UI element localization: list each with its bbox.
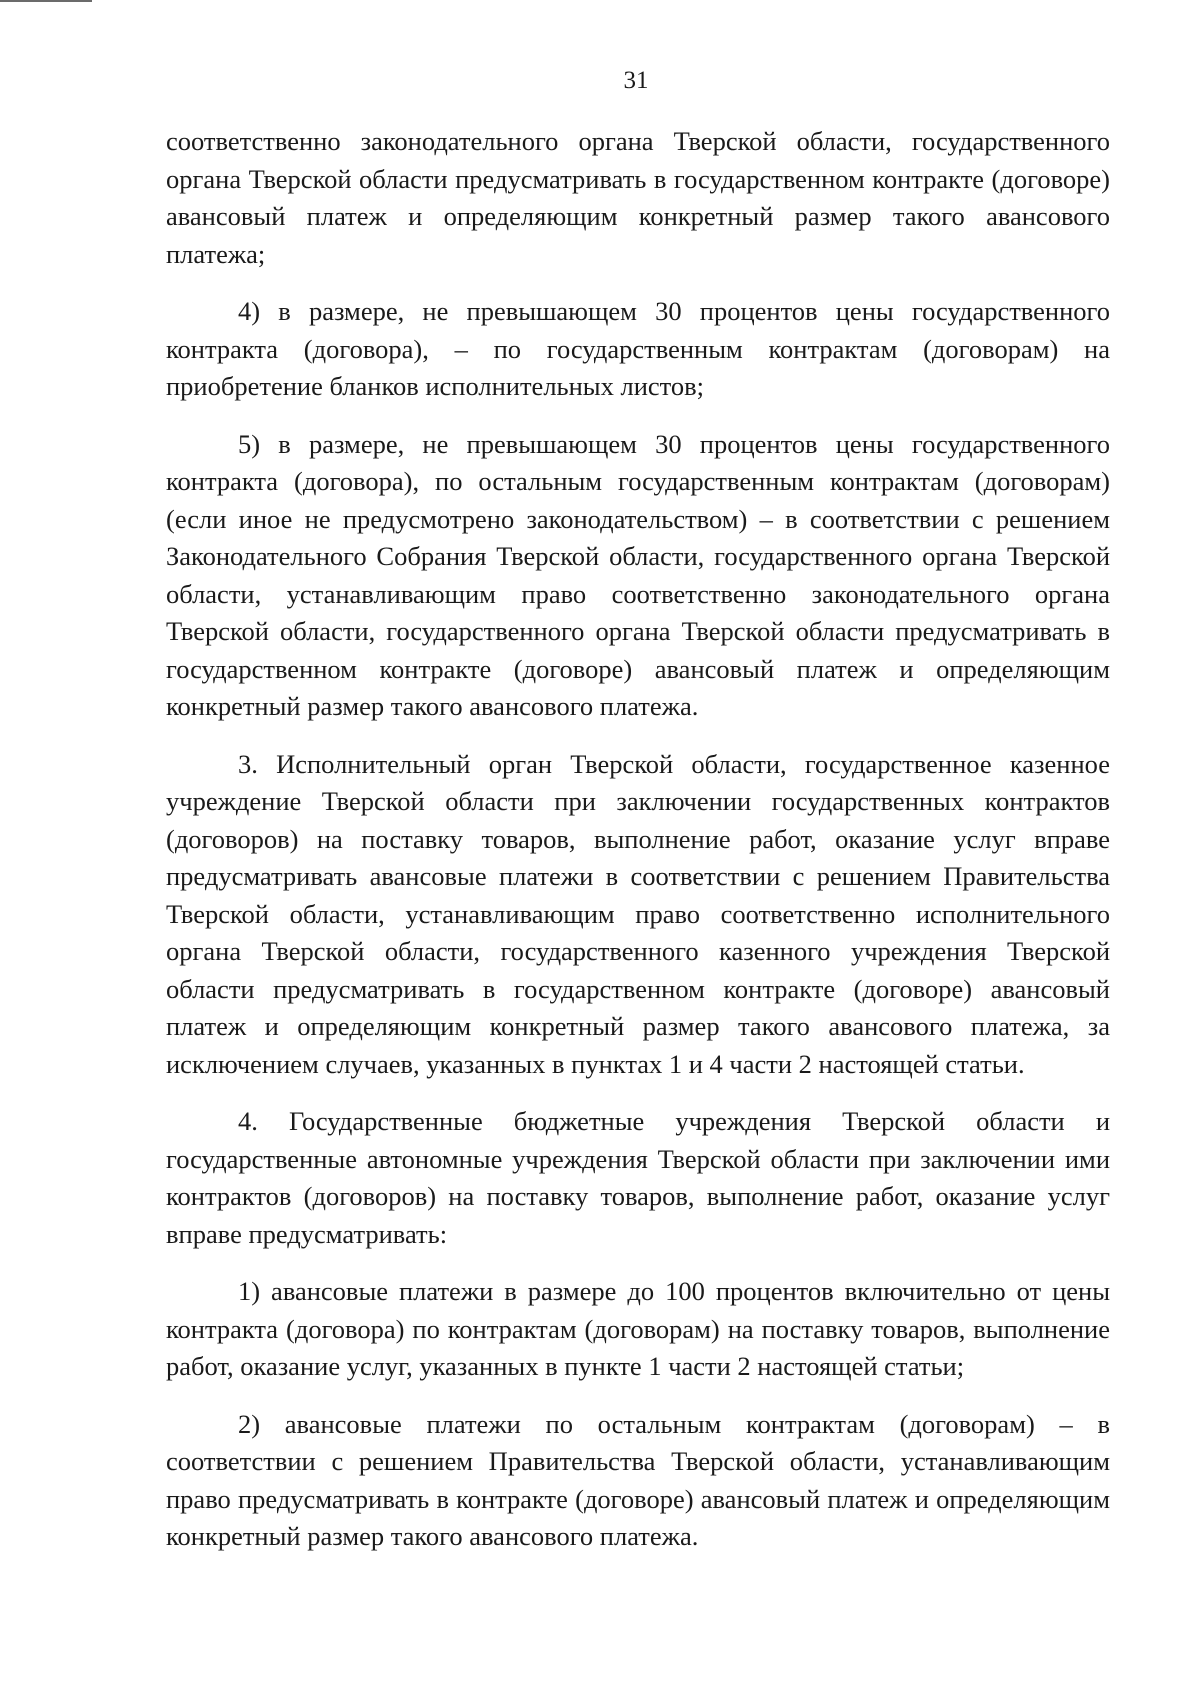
paragraph-subitem-2: 2) авансовые платежи по остальным контрактам (договорам) – в соответствии с решением Правительства Тверской области, устанавливающим право предусматривать в контракте (договоре) авансовый платеж и определяющим конкретный размер такого авансового платежа.	[166, 1408, 1110, 1551]
paragraph-section-4: 4. Государственные бюджетные учреждения Тверской области и государственные автономные учреждения Тверской области при заключении ими контрактов (договоров) на поставку товаров, выполнение работ, оказание услуг вправе предусматривать:	[166, 1106, 1110, 1249]
paragraph-item-5: 5) в размере, не превышающем 30 процентов цены государственного контракта (договора), по остальным государственным контрактам (договорам) (если иное не предусмотрено законодательством) – в соответствии с решением Законодательного Собрания Тверской области, государственного органа Тверской области, устанавливающим право соответственно законодательного органа Тверской области, государственного органа Тверской области предусматривать в государственном контракте (договоре) авансовый платеж и определяющим конкретный размер такого авансового платежа.	[166, 428, 1110, 721]
paragraph-item-4: 4) в размере, не превышающем 30 процентов цены государственного контракта (договора), – по государственным контрактам (договорам) на приобретение бланков исполнительных листов;	[166, 296, 1110, 401]
document-body	[166, 123, 1110, 1576]
scan-border-line	[0, 0, 92, 2]
paragraph-continued: соответственно законодательного органа Тверской области, государственного органа Тверской области предусматривать в государственном контракте (договоре) авансовый платеж и определяющим конкретный размер такого авансового платежа;	[166, 126, 1110, 269]
paragraph-section-3: 3. Исполнительный орган Тверской области, государственное казенное учреждение Тверской области при заключении государственных контрактов (договоров) на поставку товаров, выполнение работ, оказание услуг вправе предусматривать авансовые платежи в соответствии с решением Правительства Тверской области, устанавливающим право соответственно исполнительного органа Тверской области, государственного казенного учреждения Тверской области предусматривать в государственном контракте (договоре) авансовый платеж и определяющим конкретный размер такого авансового платежа, за исключением случаев, указанных в пунктах 1 и 4 части 2 настоящей статьи.	[166, 748, 1110, 1079]
paragraph-subitem-1: 1) авансовые платежи в размере до 100 процентов включительно от цены контракта (договора) по контрактам (договорам) на поставку товаров, выполнение работ, оказание услуг, указанных в пункте 1 части 2 настоящей статьи;	[166, 1276, 1110, 1381]
page-number: 31	[623, 67, 649, 94]
